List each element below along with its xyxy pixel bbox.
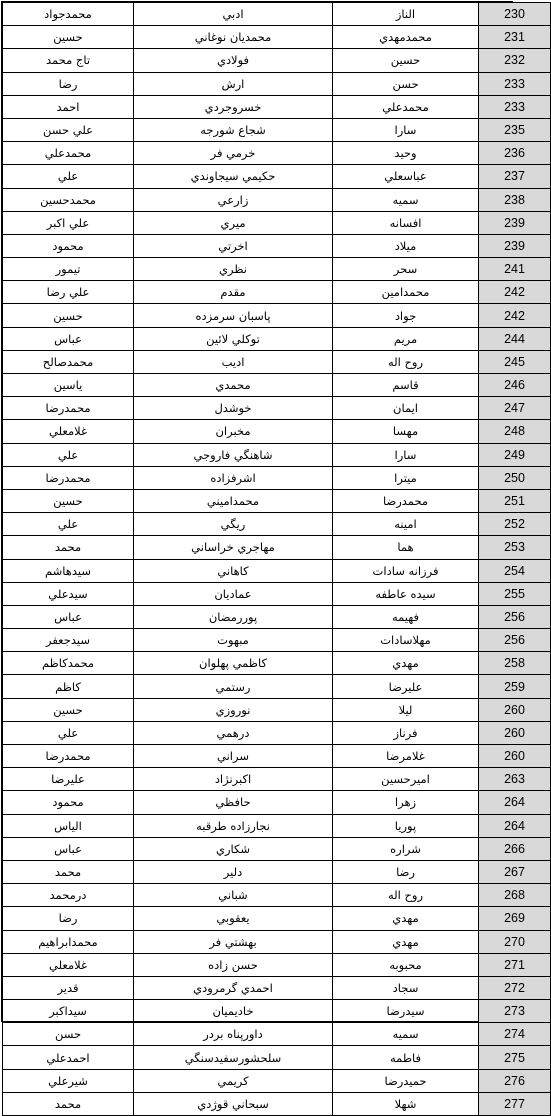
father-name-cell: محمدرضا <box>3 397 134 420</box>
last-name-cell: ميري <box>134 211 333 234</box>
father-name-cell: سيدجعفر <box>3 629 134 652</box>
last-name-cell: ارش <box>134 72 333 95</box>
rank-number-cell: 260 <box>479 698 551 721</box>
rank-number-cell: 239 <box>479 211 551 234</box>
table-row <box>3 26 551 49</box>
father-name-cell: حسين <box>3 26 134 49</box>
first-name-cell: سيده عاطفه <box>333 582 479 605</box>
first-name-cell: محمدامين <box>333 281 479 304</box>
last-name-cell: سراني <box>134 745 333 768</box>
father-name-cell: عليرضا <box>3 768 134 791</box>
first-name-cell: سحر <box>333 258 479 281</box>
rank-number-cell: 260 <box>479 721 551 744</box>
rank-number-cell: 269 <box>479 907 551 930</box>
last-name-cell: يعقوبي <box>134 907 333 930</box>
last-name-cell: مبهوت <box>134 629 333 652</box>
table-row <box>3 513 551 536</box>
last-name-cell: خاديميان <box>134 1000 333 1023</box>
table-row <box>3 420 551 443</box>
father-name-cell: الياس <box>3 814 134 837</box>
table-row <box>3 397 551 420</box>
table-row <box>3 3 551 26</box>
father-name-cell: محمدحسين <box>3 188 134 211</box>
last-name-cell: كريمي <box>134 1069 333 1092</box>
last-name-cell: نوروزي <box>134 698 333 721</box>
first-name-cell: سيدرضا <box>333 1000 479 1023</box>
father-name-cell: عباس <box>3 837 134 860</box>
last-name-cell: محمديان نوغاني <box>134 26 333 49</box>
first-name-cell: مهلاسادات <box>333 629 479 652</box>
father-name-cell: كاظم <box>3 675 134 698</box>
rank-number-cell: 277 <box>479 1092 551 1115</box>
first-name-cell: ميترا <box>333 466 479 489</box>
rank-number-cell: 249 <box>479 443 551 466</box>
last-name-cell: داورپناه بردر <box>134 1023 333 1046</box>
rank-number-cell: 271 <box>479 953 551 976</box>
table-row <box>3 350 551 373</box>
father-name-cell: حسين <box>3 489 134 512</box>
results-sheet <box>1 1 525 1111</box>
last-name-cell: عماديان <box>134 582 333 605</box>
last-name-cell: مهاجري خراساني <box>134 536 333 559</box>
rank-number-cell: 236 <box>479 142 551 165</box>
first-name-cell: امينه <box>333 513 479 536</box>
father-name-cell: محمد <box>3 1092 134 1115</box>
rank-number-cell: 250 <box>479 466 551 489</box>
rank-number-cell: 276 <box>479 1069 551 1092</box>
table-row <box>3 1046 551 1069</box>
father-name-cell: حسين <box>3 698 134 721</box>
last-name-cell: بهشتي فر <box>134 930 333 953</box>
rank-number-cell: 267 <box>479 860 551 883</box>
table-row <box>3 1069 551 1092</box>
rank-number-cell: 264 <box>479 791 551 814</box>
last-name-cell: محمدي <box>134 374 333 397</box>
last-name-cell: احمدي گرمرودي <box>134 976 333 999</box>
rank-number-cell: 232 <box>479 49 551 72</box>
first-name-cell: سميه <box>333 1023 479 1046</box>
rank-number-cell: 275 <box>479 1046 551 1069</box>
table-row <box>3 745 551 768</box>
rank-number-cell: 272 <box>479 976 551 999</box>
rank-number-cell: 254 <box>479 559 551 582</box>
table-row <box>3 721 551 744</box>
rank-number-cell: 274 <box>479 1023 551 1046</box>
table-row <box>3 1000 551 1023</box>
table-row <box>3 234 551 257</box>
father-name-cell: محمدجواد <box>3 3 134 26</box>
table-row <box>3 211 551 234</box>
father-name-cell: درمحمد <box>3 884 134 907</box>
table-row <box>3 629 551 652</box>
father-name-cell: محمدعلي <box>3 142 134 165</box>
father-name-cell: علي <box>3 443 134 466</box>
rank-number-cell: 270 <box>479 930 551 953</box>
rank-number-cell: 239 <box>479 234 551 257</box>
father-name-cell: سيدعلي <box>3 582 134 605</box>
first-name-cell: وحيد <box>333 142 479 165</box>
rank-number-cell: 235 <box>479 118 551 141</box>
last-name-cell: توكلي لائين <box>134 327 333 350</box>
first-name-cell: محمدعلي <box>333 95 479 118</box>
table-body <box>3 3 551 1116</box>
table-row <box>3 605 551 628</box>
first-name-cell: سجاد <box>333 976 479 999</box>
father-name-cell: غلامعلي <box>3 420 134 443</box>
first-name-cell: فهيمه <box>333 605 479 628</box>
rank-number-cell: 231 <box>479 26 551 49</box>
first-name-cell: شهلا <box>333 1092 479 1115</box>
table-row <box>3 582 551 605</box>
first-name-cell: افسانه <box>333 211 479 234</box>
father-name-cell: علي حسن <box>3 118 134 141</box>
table-row <box>3 1023 551 1046</box>
table-row <box>3 536 551 559</box>
father-name-cell: محمدرضا <box>3 745 134 768</box>
table-row <box>3 1092 551 1115</box>
last-name-cell: حسن زاده <box>134 953 333 976</box>
first-name-cell: شراره <box>333 837 479 860</box>
last-name-cell: حكيمي سيجاوندي <box>134 165 333 188</box>
first-name-cell: سارا <box>333 443 479 466</box>
rank-number-cell: 242 <box>479 304 551 327</box>
table-row <box>3 304 551 327</box>
father-name-cell: قدير <box>3 976 134 999</box>
table-row <box>3 814 551 837</box>
rank-number-cell: 244 <box>479 327 551 350</box>
rank-number-cell: 268 <box>479 884 551 907</box>
father-name-cell: محمود <box>3 234 134 257</box>
last-name-cell: مقدم <box>134 281 333 304</box>
father-name-cell: رضا <box>3 907 134 930</box>
father-name-cell: احمدعلي <box>3 1046 134 1069</box>
father-name-cell: علي <box>3 165 134 188</box>
rank-number-cell: 253 <box>479 536 551 559</box>
last-name-cell: دلير <box>134 860 333 883</box>
father-name-cell: محمدصالح <box>3 350 134 373</box>
first-name-cell: محبوبه <box>333 953 479 976</box>
rank-number-cell: 233 <box>479 72 551 95</box>
rank-number-cell: 260 <box>479 745 551 768</box>
table-row <box>3 374 551 397</box>
father-name-cell: رضا <box>3 72 134 95</box>
rank-number-cell: 264 <box>479 814 551 837</box>
table-row <box>3 675 551 698</box>
last-name-cell: شكاري <box>134 837 333 860</box>
rank-number-cell: 263 <box>479 768 551 791</box>
last-name-cell: سلحشورسفيدسنگي <box>134 1046 333 1069</box>
table-row <box>3 698 551 721</box>
first-name-cell: روح اله <box>333 884 479 907</box>
last-name-cell: محمداميني <box>134 489 333 512</box>
table-row <box>3 281 551 304</box>
father-name-cell: محمود <box>3 791 134 814</box>
first-name-cell: مهدي <box>333 652 479 675</box>
last-name-cell: خوشدل <box>134 397 333 420</box>
first-name-cell: ايمان <box>333 397 479 420</box>
rank-number-cell: 251 <box>479 489 551 512</box>
father-name-cell: سيداكبر <box>3 1000 134 1023</box>
table-row <box>3 837 551 860</box>
rank-number-cell: 245 <box>479 350 551 373</box>
first-name-cell: سارا <box>333 118 479 141</box>
rank-number-cell: 256 <box>479 629 551 652</box>
rank-number-cell: 259 <box>479 675 551 698</box>
father-name-cell: محمد <box>3 536 134 559</box>
table-row <box>3 466 551 489</box>
last-name-cell: شجاع شورجه <box>134 118 333 141</box>
first-name-cell: ليلا <box>333 698 479 721</box>
father-name-cell: عباس <box>3 327 134 350</box>
first-name-cell: اميرحسين <box>333 768 479 791</box>
first-name-cell: حسين <box>333 49 479 72</box>
first-name-cell: فرناز <box>333 721 479 744</box>
father-name-cell: محمدابراهيم <box>3 930 134 953</box>
first-name-cell: حميدرضا <box>333 1069 479 1092</box>
rank-number-cell: 248 <box>479 420 551 443</box>
father-name-cell: محمدرضا <box>3 466 134 489</box>
rank-number-cell: 266 <box>479 837 551 860</box>
first-name-cell: رضا <box>333 860 479 883</box>
table-row <box>3 165 551 188</box>
last-name-cell: فولادي <box>134 49 333 72</box>
first-name-cell: مهدي <box>333 907 479 930</box>
last-name-cell: نجارزاده طرقبه <box>134 814 333 837</box>
first-name-cell: سميه <box>333 188 479 211</box>
table-row <box>3 142 551 165</box>
rank-number-cell: 238 <box>479 188 551 211</box>
rank-number-cell: 252 <box>479 513 551 536</box>
table-row <box>3 489 551 512</box>
last-name-cell: ريگي <box>134 513 333 536</box>
last-name-cell: كاظمي پهلوان <box>134 652 333 675</box>
father-name-cell: علي رضا <box>3 281 134 304</box>
father-name-cell: حسين <box>3 304 134 327</box>
first-name-cell: هما <box>333 536 479 559</box>
table-row <box>3 443 551 466</box>
first-name-cell: مريم <box>333 327 479 350</box>
last-name-cell: اخرتي <box>134 234 333 257</box>
father-name-cell: علي <box>3 721 134 744</box>
last-name-cell: شاهنگي فاروجي <box>134 443 333 466</box>
last-name-cell: شباني <box>134 884 333 907</box>
table-row <box>3 976 551 999</box>
father-name-cell: سيدهاشم <box>3 559 134 582</box>
results-table <box>2 2 551 1116</box>
father-name-cell: حسن <box>3 1023 134 1046</box>
rank-number-cell: 246 <box>479 374 551 397</box>
rank-number-cell: 247 <box>479 397 551 420</box>
father-name-cell: علي اكبر <box>3 211 134 234</box>
rank-number-cell: 258 <box>479 652 551 675</box>
first-name-cell: غلامرضا <box>333 745 479 768</box>
first-name-cell: حسن <box>333 72 479 95</box>
last-name-cell: خرمي فر <box>134 142 333 165</box>
rank-number-cell: 242 <box>479 281 551 304</box>
table-row <box>3 188 551 211</box>
table-row <box>3 49 551 72</box>
father-name-cell: محمد <box>3 860 134 883</box>
rank-number-cell: 273 <box>479 1000 551 1023</box>
father-name-cell: احمد <box>3 95 134 118</box>
table-row <box>3 791 551 814</box>
table-row <box>3 95 551 118</box>
table-row <box>3 258 551 281</box>
last-name-cell: پاسبان سرمزده <box>134 304 333 327</box>
last-name-cell: اكبرنژاد <box>134 768 333 791</box>
table-row <box>3 118 551 141</box>
last-name-cell: نظري <box>134 258 333 281</box>
first-name-cell: زهرا <box>333 791 479 814</box>
table-row <box>3 930 551 953</box>
last-name-cell: اديب <box>134 350 333 373</box>
table-row <box>3 953 551 976</box>
father-name-cell: علي <box>3 513 134 536</box>
table-row <box>3 884 551 907</box>
father-name-cell: تيمور <box>3 258 134 281</box>
first-name-cell: الناز <box>333 3 479 26</box>
first-name-cell: عباسعلي <box>333 165 479 188</box>
first-name-cell: مهدي <box>333 930 479 953</box>
first-name-cell: روح اله <box>333 350 479 373</box>
table-row <box>3 860 551 883</box>
last-name-cell: ادبي <box>134 3 333 26</box>
first-name-cell: محمدمهدي <box>333 26 479 49</box>
father-name-cell: غلامعلي <box>3 953 134 976</box>
last-name-cell: درهمي <box>134 721 333 744</box>
rank-number-cell: 233 <box>479 95 551 118</box>
table-row <box>3 768 551 791</box>
table-row <box>3 907 551 930</box>
father-name-cell: محمدكاظم <box>3 652 134 675</box>
table-row <box>3 652 551 675</box>
first-name-cell: محمدرضا <box>333 489 479 512</box>
father-name-cell: شيرعلي <box>3 1069 134 1092</box>
last-name-cell: اشرفزاده <box>134 466 333 489</box>
last-name-cell: زارعي <box>134 188 333 211</box>
last-name-cell: پوررمضان <box>134 605 333 628</box>
first-name-cell: جواد <box>333 304 479 327</box>
father-name-cell: عباس <box>3 605 134 628</box>
first-name-cell: ميلاد <box>333 234 479 257</box>
first-name-cell: قاسم <box>333 374 479 397</box>
table-row <box>3 559 551 582</box>
father-name-cell: تاج محمد <box>3 49 134 72</box>
last-name-cell: حافظي <box>134 791 333 814</box>
rank-number-cell: 241 <box>479 258 551 281</box>
table-row <box>3 327 551 350</box>
table-row <box>3 72 551 95</box>
first-name-cell: پوريا <box>333 814 479 837</box>
last-name-cell: سبحاني قوژدي <box>134 1092 333 1115</box>
rank-number-cell: 237 <box>479 165 551 188</box>
first-name-cell: فرزانه سادات <box>333 559 479 582</box>
rank-number-cell: 256 <box>479 605 551 628</box>
last-name-cell: خسروجردي <box>134 95 333 118</box>
last-name-cell: كاهاني <box>134 559 333 582</box>
last-name-cell: رستمي <box>134 675 333 698</box>
rank-number-cell: 255 <box>479 582 551 605</box>
first-name-cell: مهسا <box>333 420 479 443</box>
rank-number-cell: 230 <box>479 3 551 26</box>
father-name-cell: ياسين <box>3 374 134 397</box>
last-name-cell: مخبران <box>134 420 333 443</box>
first-name-cell: فاطمه <box>333 1046 479 1069</box>
first-name-cell: عليرضا <box>333 675 479 698</box>
